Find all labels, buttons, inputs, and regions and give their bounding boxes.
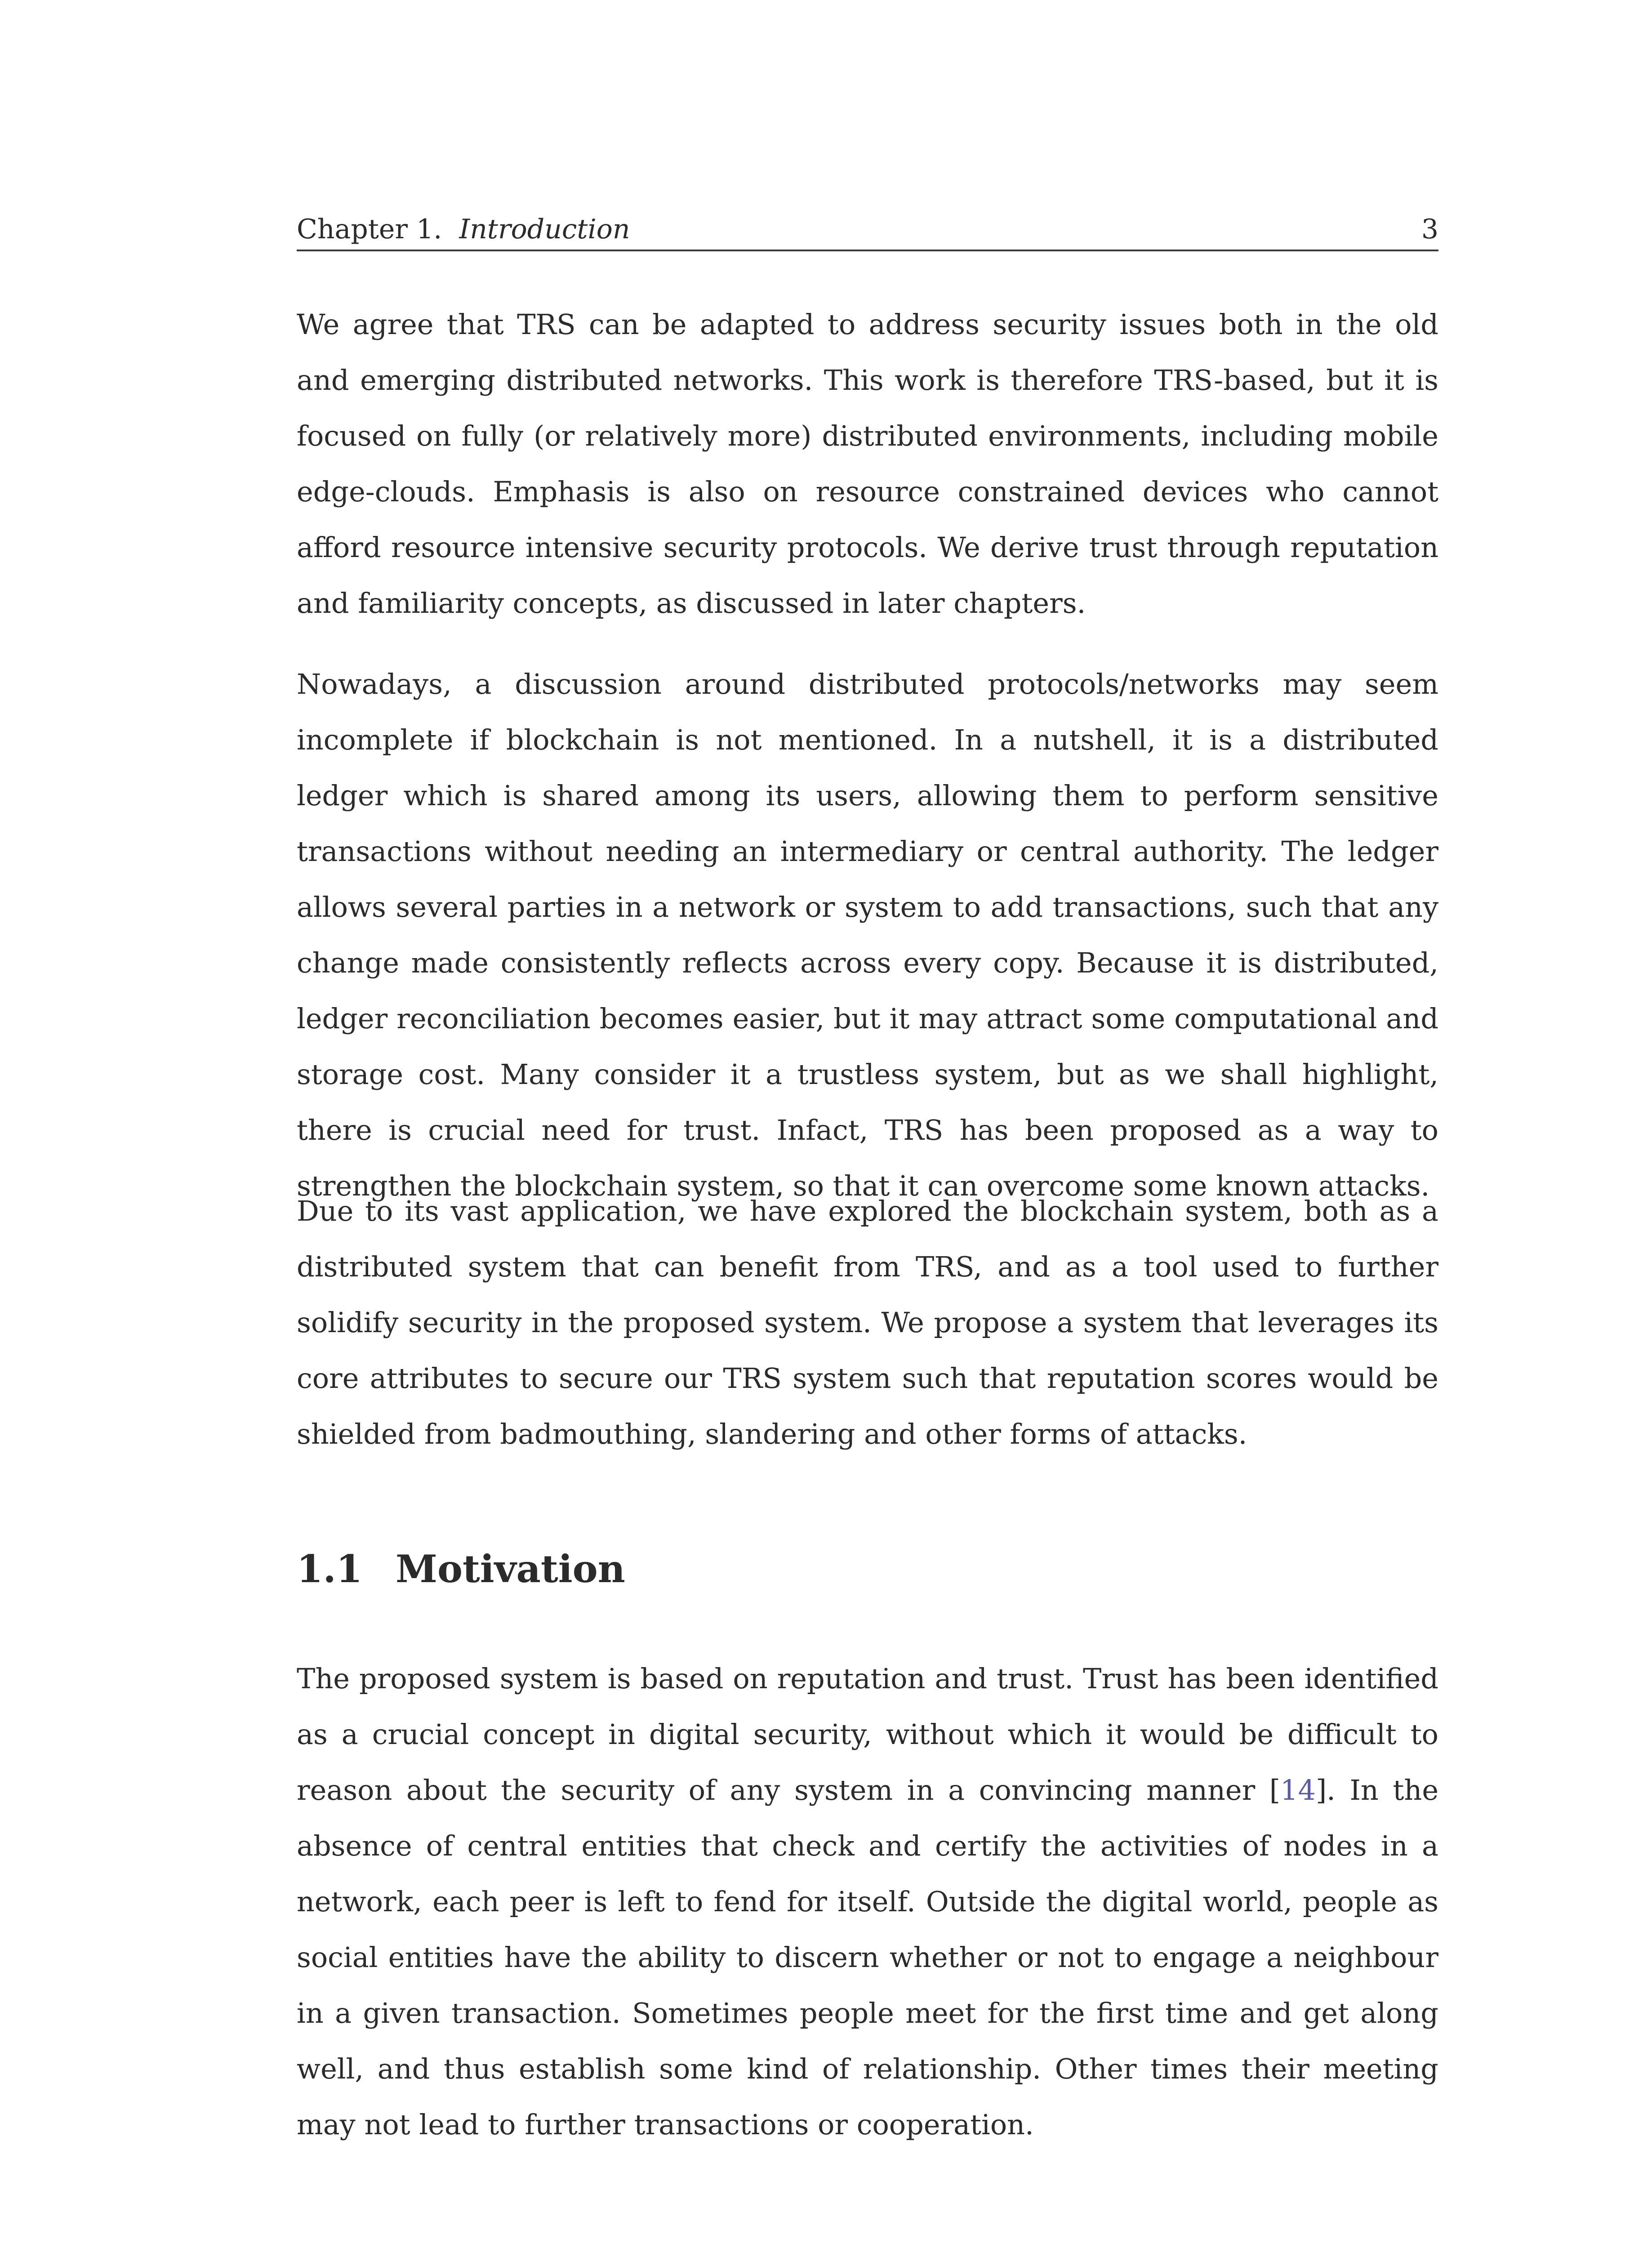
paragraph-1: We agree that TRS can be adapted to address security issues both in the old and emerging distributed networks. This work is therefore TRS-based, but it is focused on fully (or relatively more) distributed environments, including mobile edge-clouds. Emphasis is also on resource constrained devices who cannot afford resource intensive security protocols. We derive trust through reputation and familiarity concepts, as discussed in later chapters. (297, 308, 1438, 620)
paragraph-2: Nowadays, a discussion around distributed protocols/networks may seem incomplete if blockchain is not mentioned. In a nutshell, it is a distributed ledger which is shared among its users, allowing them to perform sensitive transactions without needing an intermediary or central authority. The ledger allows several parties in a network or system to add transactions, such that any change made consistently reflects across every copy. Because it is distributed, ledger reconciliation becomes easier, but it may attract some computational and storage cost. Many consider it a trustless system, but as we shall highlight, there is crucial need for trust. Infact, TRS has been proposed as a way to strengthen the blockchain system, so that it can overcome some known attacks. (297, 668, 1438, 1202)
paragraph-4-text-start: The proposed system is based on reputation and trust. Trust has been identified as a crucial concept in digital security, without which it would be difficult to reason about the security of any system in a convincing manner [ (297, 1662, 1438, 1806)
paragraph-block-4 (297, 1651, 1438, 2153)
chapter-number: Chapter 1. (297, 214, 442, 245)
paragraph-4-text-end: ]. In the absence of central entities that check and certify the activities of nodes in a network, each peer is left to fend for itself. Outside the digital world, people as social entities have the ability to discern whether or not to engage a neighbour in a given transaction. Sometimes people meet for the first time and get along well, and thus establish some kind of relationship. Other times their meeting may not lead to further transactions or cooperation. (297, 1774, 1439, 2141)
section-heading (297, 1544, 1438, 1594)
paragraph-block-1 (297, 297, 1438, 631)
section-number: 1.1 (297, 1547, 363, 1591)
page-number: 3 (1421, 214, 1438, 245)
paragraph-block-3 (297, 1183, 1438, 1462)
section-title: Motivation (396, 1547, 625, 1591)
running-header (297, 209, 1438, 251)
chapter-title: Introduction (459, 214, 630, 245)
paragraph-block-2 (297, 656, 1438, 1214)
paragraph-4 (297, 1651, 1438, 2153)
paragraph-3: Due to its vast application, we have explored the blockchain system, both as a distributed system that can benefit from TRS, and as a tool used to further solidify security in the proposed system. We propose a system that leverages its core attributes to secure our TRS system such that reputation scores would be shielded from badmouthing, slandering and other forms of attacks. (297, 1195, 1438, 1450)
chapter-label (297, 209, 630, 250)
citation-link[interactable]: 14 (1280, 1774, 1316, 1806)
